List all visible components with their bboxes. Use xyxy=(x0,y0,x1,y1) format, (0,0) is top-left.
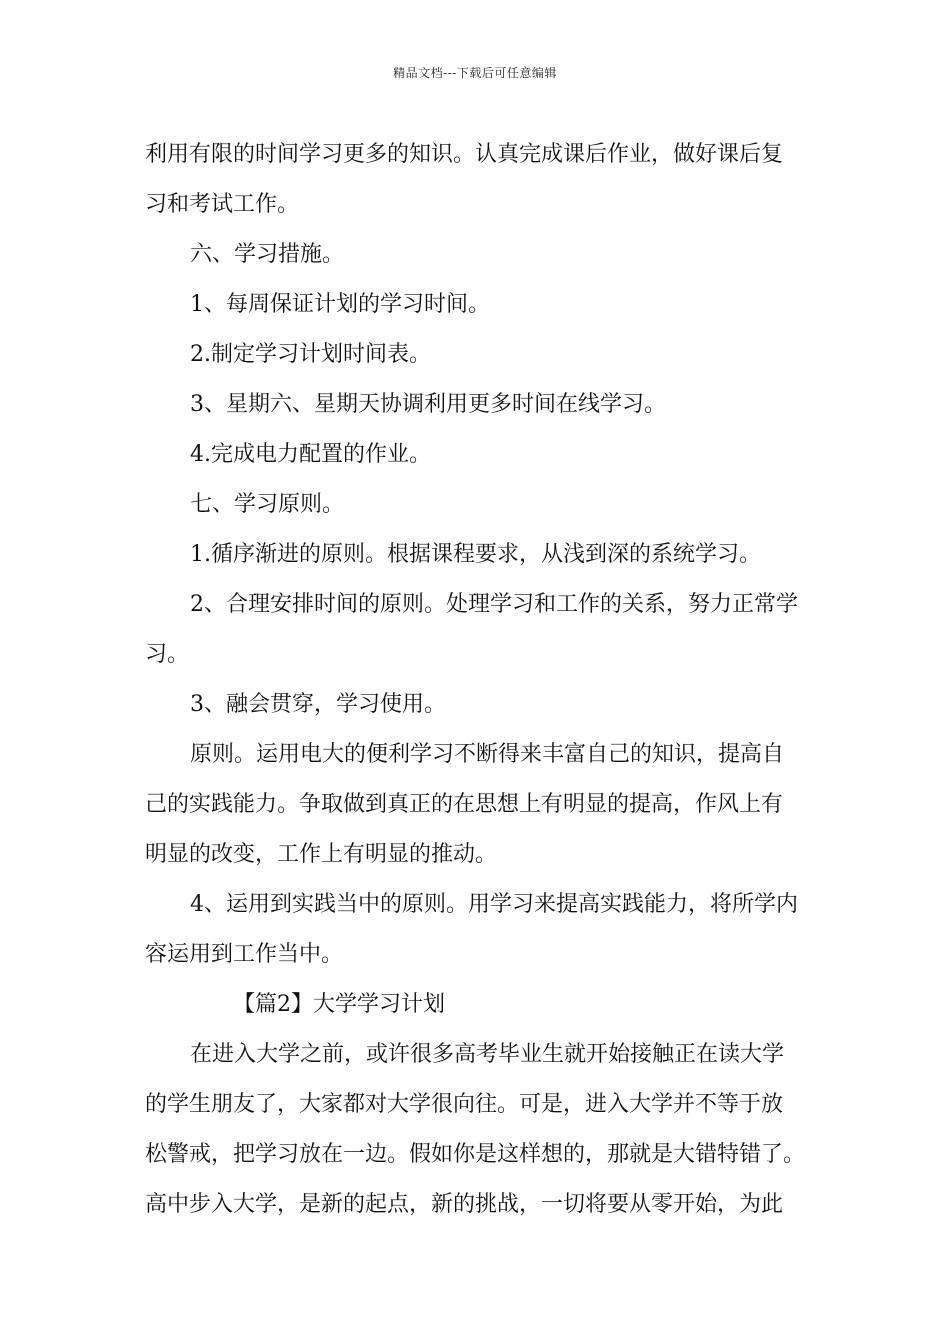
document-body xyxy=(145,130,817,1230)
list-item: 3、星期六、星期天协调利用更多时间在线学习。 xyxy=(190,392,666,417)
list-item: 3、融会贯穿，学习使用。 xyxy=(190,692,446,717)
section-heading: 六、学习措施。 xyxy=(190,242,345,267)
text-line: 容运用到工作当中。 xyxy=(145,942,344,967)
text-line: 习。 xyxy=(145,642,190,667)
text-line: 松警戒，把学习放在一边。假如你是这样想的，那就是大错特错了。 xyxy=(145,1142,806,1167)
text-line: 己的实践能力。争取做到真正的在思想上有明显的提高，作风上有 xyxy=(145,792,784,817)
text-line: 习和考试工作。 xyxy=(145,192,300,217)
paragraph-line: 原则。运用电大的便利学习不断得来丰富自己的知识，提高自 xyxy=(190,742,785,767)
text-line: 利用有限的时间学习更多的知识。认真完成课后作业，做好课后复 xyxy=(145,142,784,167)
paragraph-line: 在进入大学之前，或许很多高考毕业生就开始接触正在读大学 xyxy=(190,1042,785,1067)
list-item: 2、合理安排时间的原则。处理学习和工作的关系，努力正常学 xyxy=(190,592,798,617)
section-heading: 七、学习原则。 xyxy=(190,492,345,517)
list-item: 4、运用到实践当中的原则。用学习来提高实践能力，将所学内 xyxy=(190,892,798,917)
page-header: 精品文档---下载后可任意编辑 xyxy=(393,66,557,80)
list-item: 2.制定学习计划时间表。 xyxy=(190,342,431,367)
text-line: 高中步入大学，是新的起点，新的挑战，一切将要从零开始，为此 xyxy=(145,1192,784,1217)
text-line: 明显的改变，工作上有明显的推动。 xyxy=(145,842,498,867)
list-item: 4.完成电力配置的作业。 xyxy=(190,442,431,467)
list-item: 1.循序渐进的原则。根据课程要求，从浅到深的系统学习。 xyxy=(190,542,761,567)
text-line: 的学生朋友了，大家都对大学很向往。可是，进入大学并不等于放 xyxy=(145,1092,784,1117)
list-item: 1、每周保证计划的学习时间。 xyxy=(190,292,490,317)
article-title: 【篇2】大学学习计划 xyxy=(233,992,445,1017)
